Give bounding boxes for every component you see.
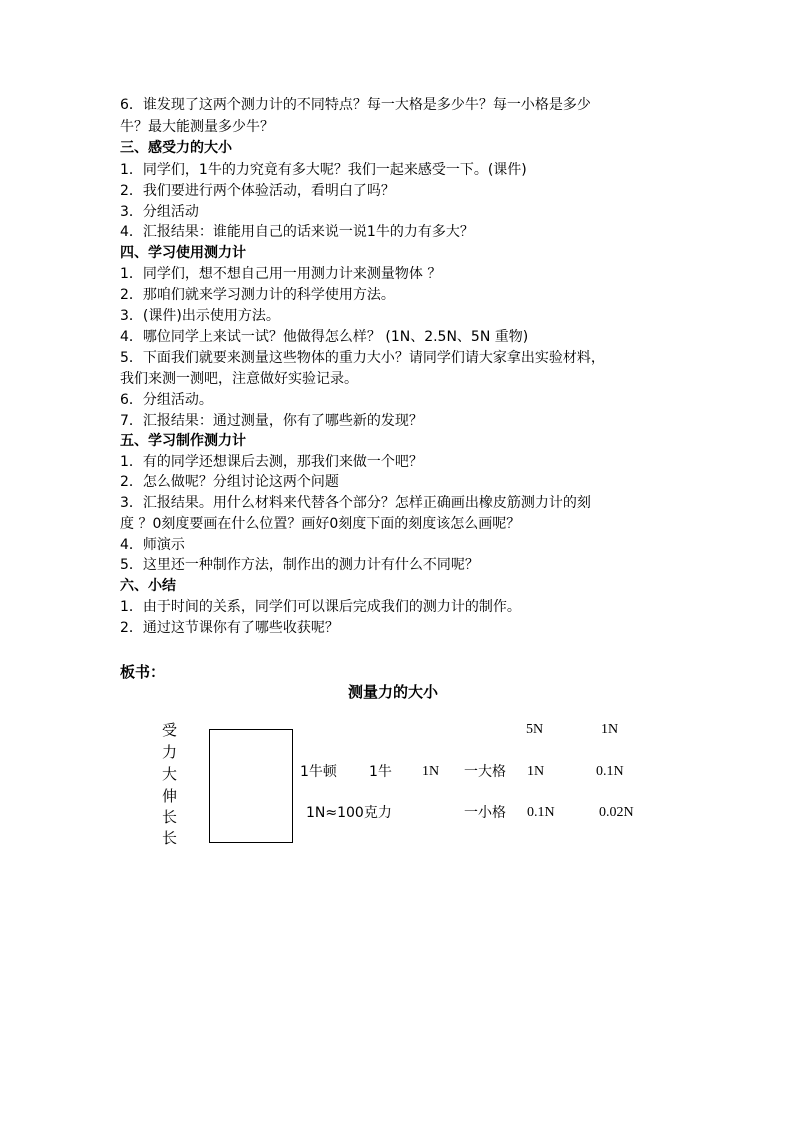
text-line: 度 ？0刻度要画在什么位置？画好0刻度下面的刻度该怎么画呢？ [120,516,521,532]
text-line: 3．(课件)出示使用方法。 [120,308,280,324]
text-line: 4．哪位同学上来试一试？他做得怎么样？ (1N、2.5N、5N 重物) [120,329,529,345]
vertical-char: 受 [162,721,178,739]
vertical-char: 长 [162,808,178,826]
board-cell: 1N [527,764,545,779]
text-line: 4．师演示 [120,537,185,553]
text-line: 7．汇报结果：通过测量，你有了哪些新的发现？ [120,413,423,429]
board-title: 测量力的大小 [348,683,439,701]
vertical-char: 大 [162,765,178,783]
text-line: 牛？最大能测量多少牛？ [120,119,274,135]
board-cell: 一小格 [464,805,506,821]
vertical-char: 长 [162,829,178,847]
board-cell: 1牛 [369,764,392,780]
section-heading: 三、感受力的大小 [120,140,232,156]
text-line: 6．谁发现了这两个测力计的不同特点？每一大格是多少牛？每一小格是多少 [120,97,591,113]
text-line: 4．汇报结果：谁能用自己的话来说一说1牛的力有多大？ [120,224,474,240]
text-line: 3．分组活动 [120,204,199,220]
board-cell: 0.1N [527,805,555,820]
board-cell: 1N [601,722,619,737]
text-line: 6．分组活动。 [120,392,213,408]
board-label: 板书： [120,663,166,681]
board-cell: 5N [526,722,544,737]
board-cell: 1N≈100克力 [306,805,392,821]
section-heading: 四、学习使用测力计 [120,245,246,261]
text-line: 1．有的同学还想课后去测，那我们来做一个吧？ [120,454,423,470]
board-cell: 1牛顿 [300,764,337,780]
section-heading: 六、小结 [120,578,176,594]
text-line: 我们来测一测吧，注意做好实验记录。 [120,371,358,387]
text-line: 2．怎么做呢？分组讨论这两个问题 [120,474,339,490]
text-line: 1．由于时间的关系，同学们可以课后完成我们的测力计的制作。 [120,599,521,615]
text-line: 3．汇报结果。用什么材料来代替各个部分？怎样正确画出橡皮筋测力计的刻 [120,495,591,511]
vertical-char: 力 [162,743,178,761]
board-cell: 0.1N [596,764,624,779]
section-heading: 五、学习制作测力计 [120,433,246,449]
vertical-char: 伸 [162,787,178,805]
board-cell: 1N [422,764,440,779]
text-line: 2．我们要进行两个体验活动，看明白了吗？ [120,183,395,199]
text-line: 2．那咱们就来学习测力计的科学使用方法。 [120,287,395,303]
text-line: 2．通过这节课你有了哪些收获呢？ [120,620,339,636]
board-cell: 0.02N [599,805,634,820]
board-cell: 一大格 [464,764,506,780]
text-line: 1．同学们，1牛的力究竟有多大呢？我们一起来感受一下。(课件) [120,162,527,178]
spring-scale-diagram [209,729,293,843]
text-line: 5．这里还一种制作方法，制作出的测力计有什么不同呢？ [120,557,479,573]
text-line: 1．同学们，想不想自己用一用测力计来测量物体 ？ [120,266,442,282]
text-line: 5．下面我们就要来测量这些物体的重力大小？请同学们请大家拿出实验材料， [120,350,605,366]
